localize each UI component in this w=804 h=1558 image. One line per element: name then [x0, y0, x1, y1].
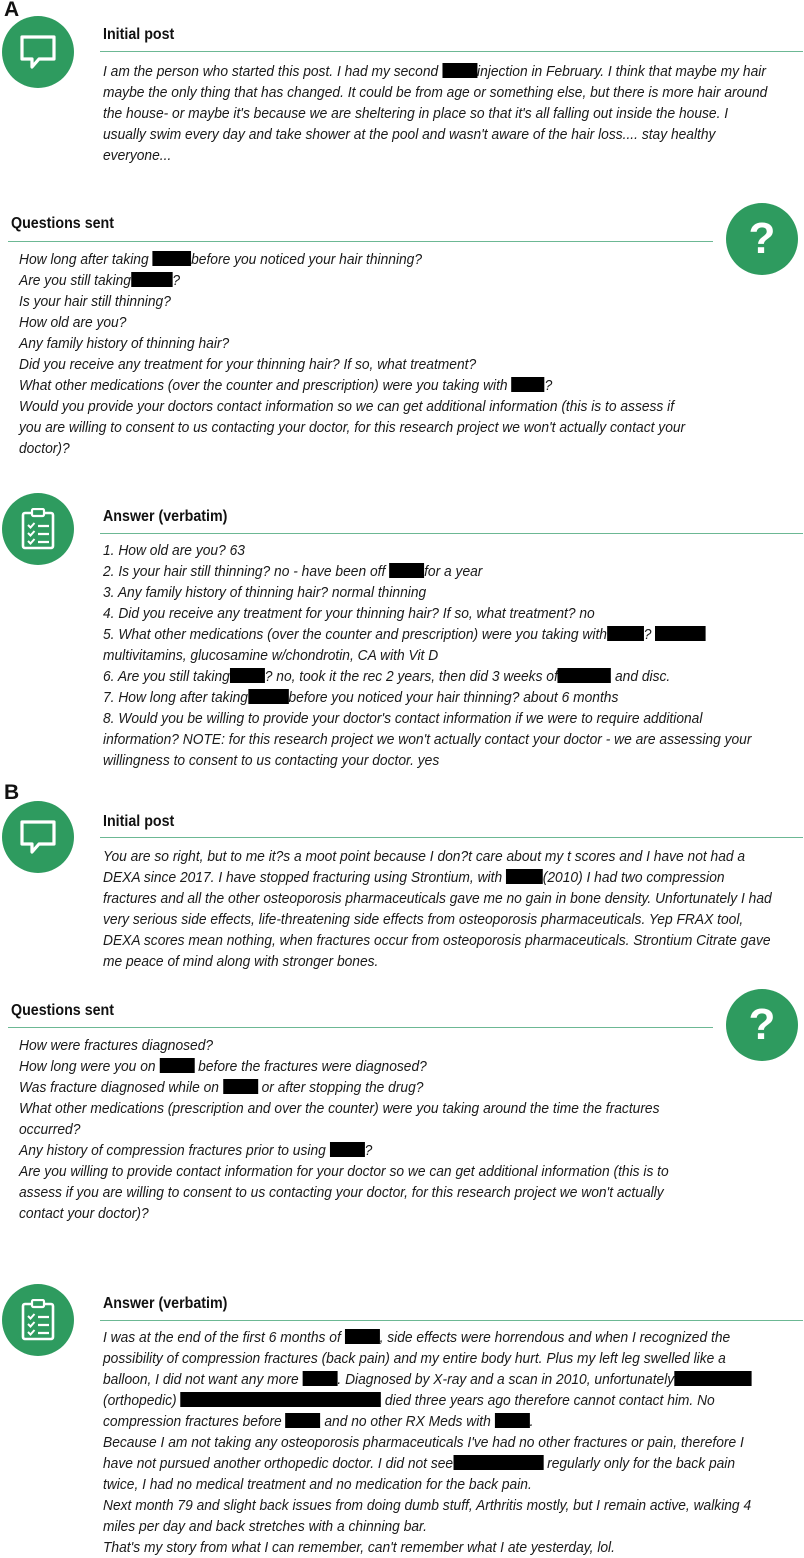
section-divider — [100, 51, 803, 52]
text-line: I am the person who started this post. I had my second injection in February. I think that maybe my hair — [103, 63, 766, 80]
redaction-bar — [511, 377, 544, 392]
text-line: very serious side effects, life-threatening side effects from osteoporosis pharmaceuticals. Yep FRAX tool, — [103, 911, 744, 928]
redaction-bar — [286, 1413, 321, 1428]
questions-text — [19, 249, 685, 459]
text-line: occurred? — [19, 1121, 81, 1138]
redaction-bar — [159, 1058, 194, 1073]
speech-bubble-icon — [2, 801, 74, 873]
text-line: 3. Any family history of thinning hair? normal thinning — [103, 584, 427, 601]
text-line: I was at the end of the first 6 months of , side effects were horrendous and when I recognized the — [103, 1329, 731, 1346]
redaction-bar — [131, 272, 172, 287]
questions-text — [19, 1035, 669, 1224]
text-line: How long after taking before you noticed your hair thinning? — [19, 251, 423, 268]
section-divider — [8, 1027, 713, 1028]
redaction-bar — [506, 869, 543, 884]
text-line: 8. Would you be willing to provide your doctor's contact information if we were to require additional — [103, 710, 703, 727]
text-line: balloon, I did not want any more . Diagnosed by X-ray and a scan in 2010, unfortunately — [103, 1369, 751, 1390]
text-line: DEXA since 2017. I have stopped fracturing using Strontium, with (2010) I had two compression — [103, 869, 725, 886]
text-line: Any family history of thinning hair? — [19, 335, 230, 352]
redaction-bar — [230, 668, 265, 683]
text-line: willingness to consent to us contacting your doctor. yes — [103, 752, 440, 769]
text-line: 7. How long after taking before you noticed your hair thinning? about 6 months — [103, 689, 619, 706]
text-line: Did you receive any treatment for your thinning hair? If so, what treatment? — [19, 356, 477, 373]
text-line: You are so right, but to me it?s a moot point because I don?t care about my t scores and I have not had a — [103, 848, 746, 865]
redaction-bar — [152, 251, 191, 266]
text-line: How long were you on before the fractures were diagnosed? — [19, 1058, 427, 1075]
text-line: That's my story from what I can remember, can't remember what I ate yesterday, lol. — [103, 1539, 615, 1556]
text-line: twice, I had no medical treatment and no medication for the back pain. — [103, 1476, 532, 1493]
text-line: miles per day and back stretches with a chinning bar. — [103, 1518, 427, 1535]
redaction-bar — [302, 1371, 337, 1386]
text-line: DEXA scores mean nothing, when fractures occur from osteoporosis pharmaceuticals. Strontium Citrate gave — [103, 932, 771, 949]
section-divider — [100, 533, 803, 534]
text-line: multivitamins, glucosamine w/chondrotin, CA with Vit D — [103, 647, 439, 664]
text-line: Because I am not taking any osteoporosis pharmaceuticals I've had no other fractures or pain, therefore I — [103, 1434, 744, 1451]
text-line: everyone... — [103, 147, 172, 164]
clipboard-checklist-icon — [2, 493, 74, 565]
redaction-bar — [655, 626, 706, 641]
redaction-bar — [607, 626, 644, 641]
text-line: Is your hair still thinning? — [19, 293, 171, 310]
question-mark-icon: ? — [726, 989, 798, 1061]
clipboard-checklist-icon — [2, 1284, 74, 1356]
text-line: usually swim every day and take shower at the pool and wasn't aware of the hair loss.... stay healthy — [103, 126, 716, 143]
redaction-bar — [495, 1413, 530, 1428]
redaction-bar — [558, 668, 611, 683]
text-line: the house- or maybe it's because we are sheltering in place so that it's all falling out inside the house. I — [103, 105, 729, 122]
initial-post-title: Initial post — [103, 26, 175, 43]
section-divider — [100, 1320, 803, 1321]
redaction-bar — [453, 1455, 543, 1470]
text-line: 4. Did you receive any treatment for your thinning hair? If so, what treatment? no — [103, 605, 595, 622]
questions-sent-title: Questions sent — [11, 1002, 115, 1019]
answer-text — [103, 540, 751, 771]
redaction-bar — [223, 1079, 258, 1094]
text-line: What other medications (over the counter and prescription) were you taking with ? — [19, 377, 553, 394]
text-line: How old are you? — [19, 314, 127, 331]
text-line: How were fractures diagnosed? — [19, 1037, 214, 1054]
text-line: 1. How old are you? 63 — [103, 542, 245, 559]
speech-bubble-icon — [2, 16, 74, 88]
initial-post-title: Initial post — [103, 813, 175, 830]
redaction-bar — [389, 563, 424, 578]
question-mark-icon: ? — [726, 203, 798, 275]
text-line: possibility of compression fractures (back pain) and my entire body hurt. Plus my left leg swelled like a — [103, 1350, 726, 1367]
questions-sent-title: Questions sent — [11, 215, 115, 232]
text-line: 6. Are you still taking ? no, took it the rec 2 years, then did 3 weeks of and disc. — [103, 668, 671, 685]
text-line: have not pursued another orthopedic doctor. I did not see regularly only for the back pain — [103, 1455, 736, 1472]
text-line: Are you willing to provide contact information for your doctor so we can get additional information (this is to — [19, 1163, 669, 1180]
text-line: maybe the only thing that has changed. It could be from age or something else, but there is more hair around — [103, 84, 768, 101]
text-line: 5. What other medications (over the counter and prescription) were you taking with ? — [103, 624, 751, 645]
answer-text — [103, 1327, 751, 1558]
redaction-bar — [674, 1371, 751, 1386]
initial-post-text — [103, 846, 772, 972]
text-line: me peace of mind along with stronger bones. — [103, 953, 379, 970]
redaction-bar — [442, 63, 477, 78]
text-line: 2. Is your hair still thinning? no - have been off for a year — [103, 563, 483, 580]
redaction-bar — [180, 1392, 381, 1407]
section-divider — [100, 837, 803, 838]
text-line: Any history of compression fractures prior to using ? — [19, 1142, 373, 1159]
initial-post-text — [103, 61, 767, 166]
section-divider — [8, 241, 713, 242]
text-line: fractures and all the other osteoporosis pharmaceuticals gave me no gain in bone density. Unfortunately I had — [103, 890, 772, 907]
text-line: you are willing to consent to us contacting your doctor, for this research project we won't actually contact your — [19, 419, 686, 436]
panel-b-label: B — [4, 781, 20, 804]
text-line: assess if you are willing to consent to us contacting your doctor, for this research project we won't actually — [19, 1184, 664, 1201]
text-line: contact your doctor)? — [19, 1205, 149, 1222]
text-line: information? NOTE: for this research project we won't actually contact your doctor - we are assessing your — [103, 731, 752, 748]
redaction-bar — [248, 689, 288, 704]
text-line: (orthopedic) died three years ago therefore cannot contact him. No — [103, 1392, 715, 1409]
redaction-bar — [345, 1329, 380, 1344]
redaction-bar — [330, 1142, 365, 1157]
text-line: Next month 79 and slight back issues from doing dumb stuff, Arthritis mostly, but I remain active, walking 4 — [103, 1497, 752, 1514]
text-line: compression fractures before and no other RX Meds with . — [103, 1413, 534, 1430]
answer-title: Answer (verbatim) — [103, 1295, 228, 1312]
text-line: Are you still taking ? — [19, 272, 181, 289]
answer-title: Answer (verbatim) — [103, 508, 228, 525]
text-line: Would you provide your doctors contact information so we can get additional information (this is to assess if — [19, 398, 675, 415]
panel-a-label: A — [4, 0, 20, 21]
text-line: Was fracture diagnosed while on or after stopping the drug? — [19, 1079, 424, 1096]
text-line: What other medications (prescription and over the counter) were you taking around the time the fractures — [19, 1100, 660, 1117]
text-line: doctor)? — [19, 440, 70, 457]
